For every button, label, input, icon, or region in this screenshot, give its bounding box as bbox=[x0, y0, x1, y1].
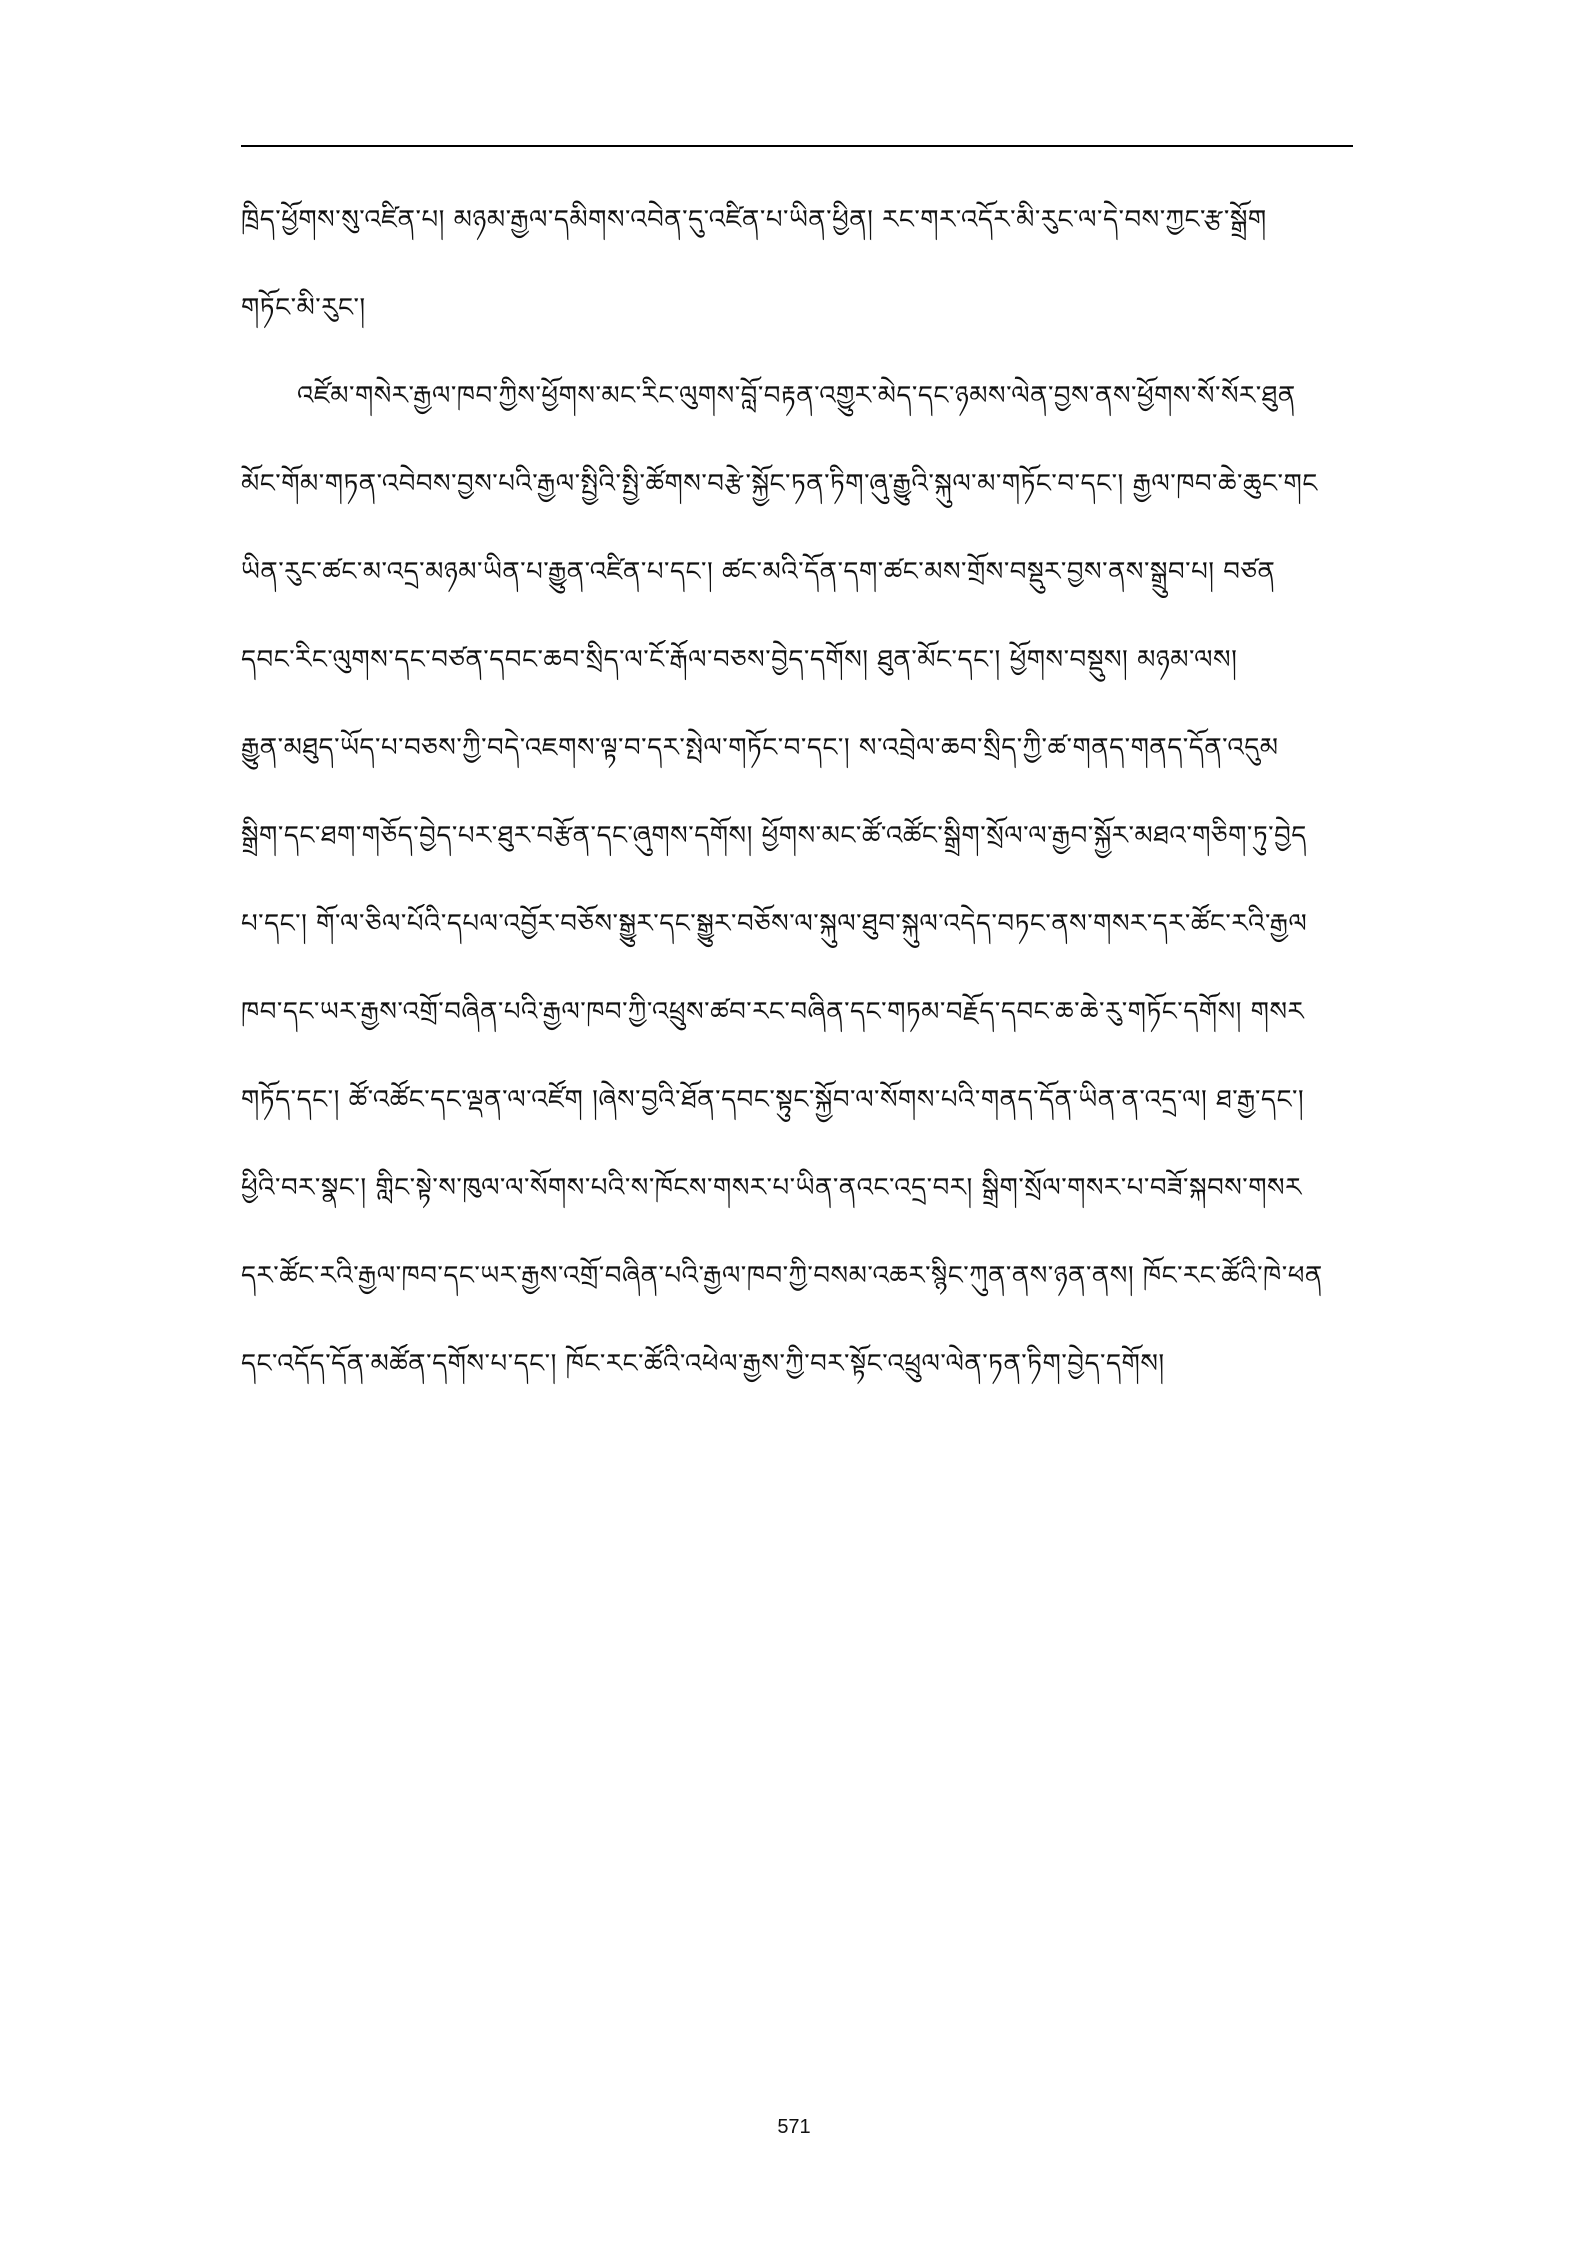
text-line: ཕྱིའི་བར་སྣང་། གླིང་སྟེ་ས་ཁུལ་ལ་སོགས་པའི་ས་ཁོངས་གསར་པ་ཡིན་ནའང་འདྲ་བར། སྒྲིག་སྲོལ་གསར་པ་བཟོ་སྐབས་གསར bbox=[241, 1173, 1302, 1203]
text-line: ཡིན་རུང་ཚང་མ་འདྲ་མཉམ་ཡིན་པ་རྒྱུན་འཛིན་པ་དང་། ཚང་མའི་དོན་དག་ཚང་མས་གྲོས་བསྡུར་བྱས་ནས་སྒྲུབ་པ། བཙན bbox=[241, 557, 1276, 587]
text-line: ཁྲིད་ཕྱོགས་སུ་འཛིན་པ། མཉམ་རྒྱལ་དམིགས་འབེན་དུ་འཛིན་པ་ཡིན་ཕྱིན། རང་གར་འདོར་མི་རུང་ལ་དེ་བས་ཀྱང་རྩ་སྒྲོག bbox=[241, 205, 1267, 235]
text-line: ཁབ་དང་ཡར་རྒྱས་འགྲོ་བཞིན་པའི་རྒྱལ་ཁབ་ཀྱི་འཕྲུས་ཚབ་རང་བཞིན་དང་གཏམ་བརྗོད་དབང་ཆ་ཆེ་རུ་གཏོང་དགོས། གསར bbox=[241, 997, 1305, 1027]
document-body bbox=[241, 200, 1353, 1432]
text-line: སྒྲིག་དང་ཐག་གཅོད་བྱེད་པར་ཐུར་བརྩོན་དང་ཞུགས་དགོས། ཕྱོགས་མང་ཚོ་འཚོང་སྒྲིག་སྲོལ་ལ་རྒྱབ་སྐྱོར་མཐའ་གཅིག་ཏུ་བྱེད bbox=[241, 821, 1307, 851]
text-line: གཏོད་དང་། ཚོ་འཚོང་དང་ལྡན་ལ་འཛོག །ཞེས་བྱའི་ཐོན་དབང་སྟུང་སྐྱོབ་ལ་སོགས་པའི་གནད་དོན་ཡིན་ན་འདྲ་ལ། ཐ་རྒྱ་དང་། bbox=[241, 1085, 1305, 1115]
header-rule bbox=[241, 145, 1353, 147]
text-line: པ་དང་། གོ་ལ་ཅིལ་པོའི་དཔལ་འབྱོར་བཅོས་སྒྱུར་དང་སྒྱུར་བཅོས་ལ་སྐུལ་ཐུབ་སྐུལ་འདེད་བཏང་ནས་གསར་དར་ཚོང་རའི་རྒྱལ bbox=[241, 909, 1308, 939]
paragraph-1 bbox=[241, 200, 1353, 376]
text-line: གཏོང་མི་རུང་། bbox=[241, 293, 366, 323]
text-line: རྒྱུན་མཐུད་ཡོད་པ་བཅས་ཀྱི་བདེ་འཇགས་ལྟ་བ་དར་སྤེལ་གཏོང་བ་དང་། ས་འབྲེལ་ཆབ་སྲིད་ཀྱི་ཚ་གནད་གནད་དོན་འདུམ bbox=[241, 733, 1279, 763]
text-line: འཛོམ་གསེར་རྒྱལ་ཁབ་ཀྱིས་ཕྱོགས་མང་རིང་ལུགས་བློ་བརྟན་འགྱུར་མེད་དང་ཉམས་ལེན་བྱས་ནས་ཕྱོགས་སོ་སོར་ཐུན bbox=[297, 381, 1296, 411]
text-line: དབང་རིང་ལུགས་དང་བཙན་དབང་ཆབ་སྲིད་ལ་ངོ་རྒོལ་བཅས་བྱེད་དགོས། ཐུན་མོང་དང་། ཕྱོགས་བསྡུས། མཉམ་ལས། bbox=[241, 645, 1238, 675]
page-number: 571 bbox=[777, 2116, 811, 2138]
text-line: མོང་གོམ་གཏན་འབེབས་བྱས་པའི་རྒྱལ་སྤྱིའི་སྤྱི་ཚོགས་བརྩེ་སྐྱོང་ཏན་ཏིག་ཞུ་རྒྱུའི་སྐུལ་མ་གཏོང་བ་དང་། རྒྱལ་ཁབ་ཆེ་ཆུང་གང bbox=[241, 469, 1318, 499]
text-line: དར་ཚོང་རའི་རྒྱལ་ཁབ་དང་ཡར་རྒྱས་འགྲོ་བཞིན་པའི་རྒྱལ་ཁབ་ཀྱི་བསམ་འཆར་སྙིང་ཀུན་ནས་ཉན་ནས། ཁོང་རང་ཚོའི་ཁེ་ཕན bbox=[241, 1261, 1323, 1291]
text-line: དང་འདོད་དོན་མཚོན་དགོས་པ་དང་། ཁོང་རང་ཚོའི་འཕེལ་རྒྱས་ཀྱི་བར་སྟོང་འཕྲུལ་ལེན་ཏན་ཏིག་བྱེད་དགོས། bbox=[241, 1349, 1165, 1379]
paragraph-2 bbox=[241, 376, 1353, 1432]
